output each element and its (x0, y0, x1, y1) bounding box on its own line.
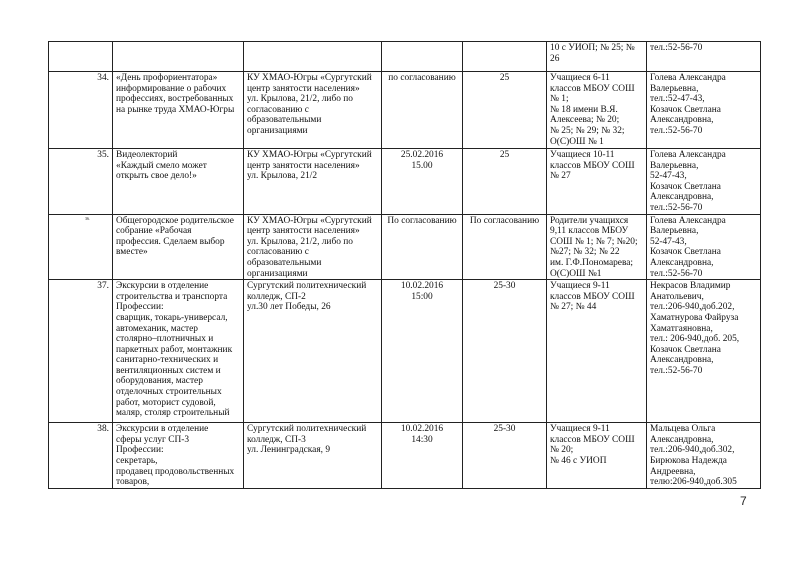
participant-count (463, 42, 547, 72)
participant-count: 25-30 (463, 280, 547, 423)
event-name (113, 42, 244, 72)
responsible: Голева Александра Валерьевна, 52-47-43, Козачок Светлана Александровна, тел.:52-56-70 (647, 149, 761, 215)
event-date: По согласованию (382, 214, 463, 280)
participant-count: 25-30 (463, 423, 547, 489)
event-name: Экскурсии в отделение сферы услуг СП-3 Профессии: секретарь, продавец продовольственных товаров, (113, 423, 244, 489)
event-place: КУ ХМАО-Югры «Сургутский центр занятости населения» ул. Крылова, 21/2 (244, 149, 382, 215)
row-number: 38. (49, 423, 113, 489)
responsible: Голева Александра Валерьевна, тел.:52-47-43, Козачок Светлана Александровна, тел.:52-56-70 (647, 72, 761, 149)
event-name: Экскурсии в отделение строительства и транспорта Профессии: сварщик, токарь-универсал, автомеханик, мастер столярно–плотничных и паркетных работ, монтажник санитарно-технических и вентиляционных систем и оборудования, мастер отделочных строительных работ, моторист судовой, маляр, столяр строительный (113, 280, 244, 423)
participant-count: 25 (463, 149, 547, 215)
events-table (48, 41, 761, 489)
participant-count: 25 (463, 72, 547, 149)
responsible: Мальцева Ольга Александровна, тел.:206-940,доб.302, Бирюкова Надежда Андреевна, телю:206-940,доб.305 (647, 423, 761, 489)
event-date: 25.02.2016 15.00 (382, 149, 463, 215)
responsible: тел.:52-56-70 (647, 42, 761, 72)
event-date: 10.02.2016 15:00 (382, 280, 463, 423)
row-number: 36. (49, 214, 113, 280)
row-number (49, 42, 113, 72)
row-number: 37. (49, 280, 113, 423)
participants: Учащиеся 9-11 классов МБОУ СОШ № 27; № 44 (547, 280, 647, 423)
table-row (49, 149, 761, 215)
table-row (49, 423, 761, 489)
participant-count: По согласованию (463, 214, 547, 280)
event-name: Общегородское родительское собрание «Рабочая профессия. Сделаем выбор вместе» (113, 214, 244, 280)
table-row (49, 72, 761, 149)
row-number: 35. (49, 149, 113, 215)
event-name: Видеолекторий «Каждый смело может открыть свое дело!» (113, 149, 244, 215)
participants: Родители учащихся 9,11 классов МБОУ СОШ № 1; № 7; №20; №27; № 32; № 22 им. Г.Ф.Пономарева; О(С)ОШ №1 (547, 214, 647, 280)
row-number: 34. (49, 72, 113, 149)
event-place: Сургутский политехнический колледж, СП-3 ул. Ленинградская, 9 (244, 423, 382, 489)
table-row (49, 42, 761, 72)
event-date (382, 42, 463, 72)
responsible: Некрасов Владимир Анатольевич, тел.:206-940,доб.202, Хаматнурова Файруза Хаматгаяновна, тел.: 206-940,доб. 205, Козачок Светлана Александровна, тел.:52-56-70 (647, 280, 761, 423)
page-number: 7 (740, 494, 747, 508)
table-row (49, 280, 761, 423)
event-date: по согласованию (382, 72, 463, 149)
event-name: «День профориентатора» информирование о рабочих профессиях, востребованных на рынке труда ХМАО-Югры (113, 72, 244, 149)
event-place: КУ ХМАО-Югры «Сургутский центр занятости населения» ул. Крылова, 21/2, либо по согласованию с образовательными организациями (244, 214, 382, 280)
table-row (49, 214, 761, 280)
event-date: 10.02.2016 14:30 (382, 423, 463, 489)
participants: Учащиеся 9-11 классов МБОУ СОШ № 20; № 46 с УИОП (547, 423, 647, 489)
event-place (244, 42, 382, 72)
event-place: Сургутский политехнический колледж, СП-2 ул.30 лет Победы, 26 (244, 280, 382, 423)
participants: Учащиеся 6-11 классов МБОУ СОШ № 1; № 18 имени В.Я. Алексеева; № 20; № 25; № 29; № 32; О(С)ОШ № 1 (547, 72, 647, 149)
participants: Учащиеся 10-11 классов МБОУ СОШ № 27 (547, 149, 647, 215)
participants: 10 с УИОП; № 25; № 26 (547, 42, 647, 72)
responsible: Голева Александра Валерьевна, 52-47-43, Козачок Светлана Александровна, тел.:52-56-70 (647, 214, 761, 280)
event-place: КУ ХМАО-Югры «Сургутский центр занятости населения» ул. Крылова, 21/2, либо по согласованию с образовательными организациями (244, 72, 382, 149)
